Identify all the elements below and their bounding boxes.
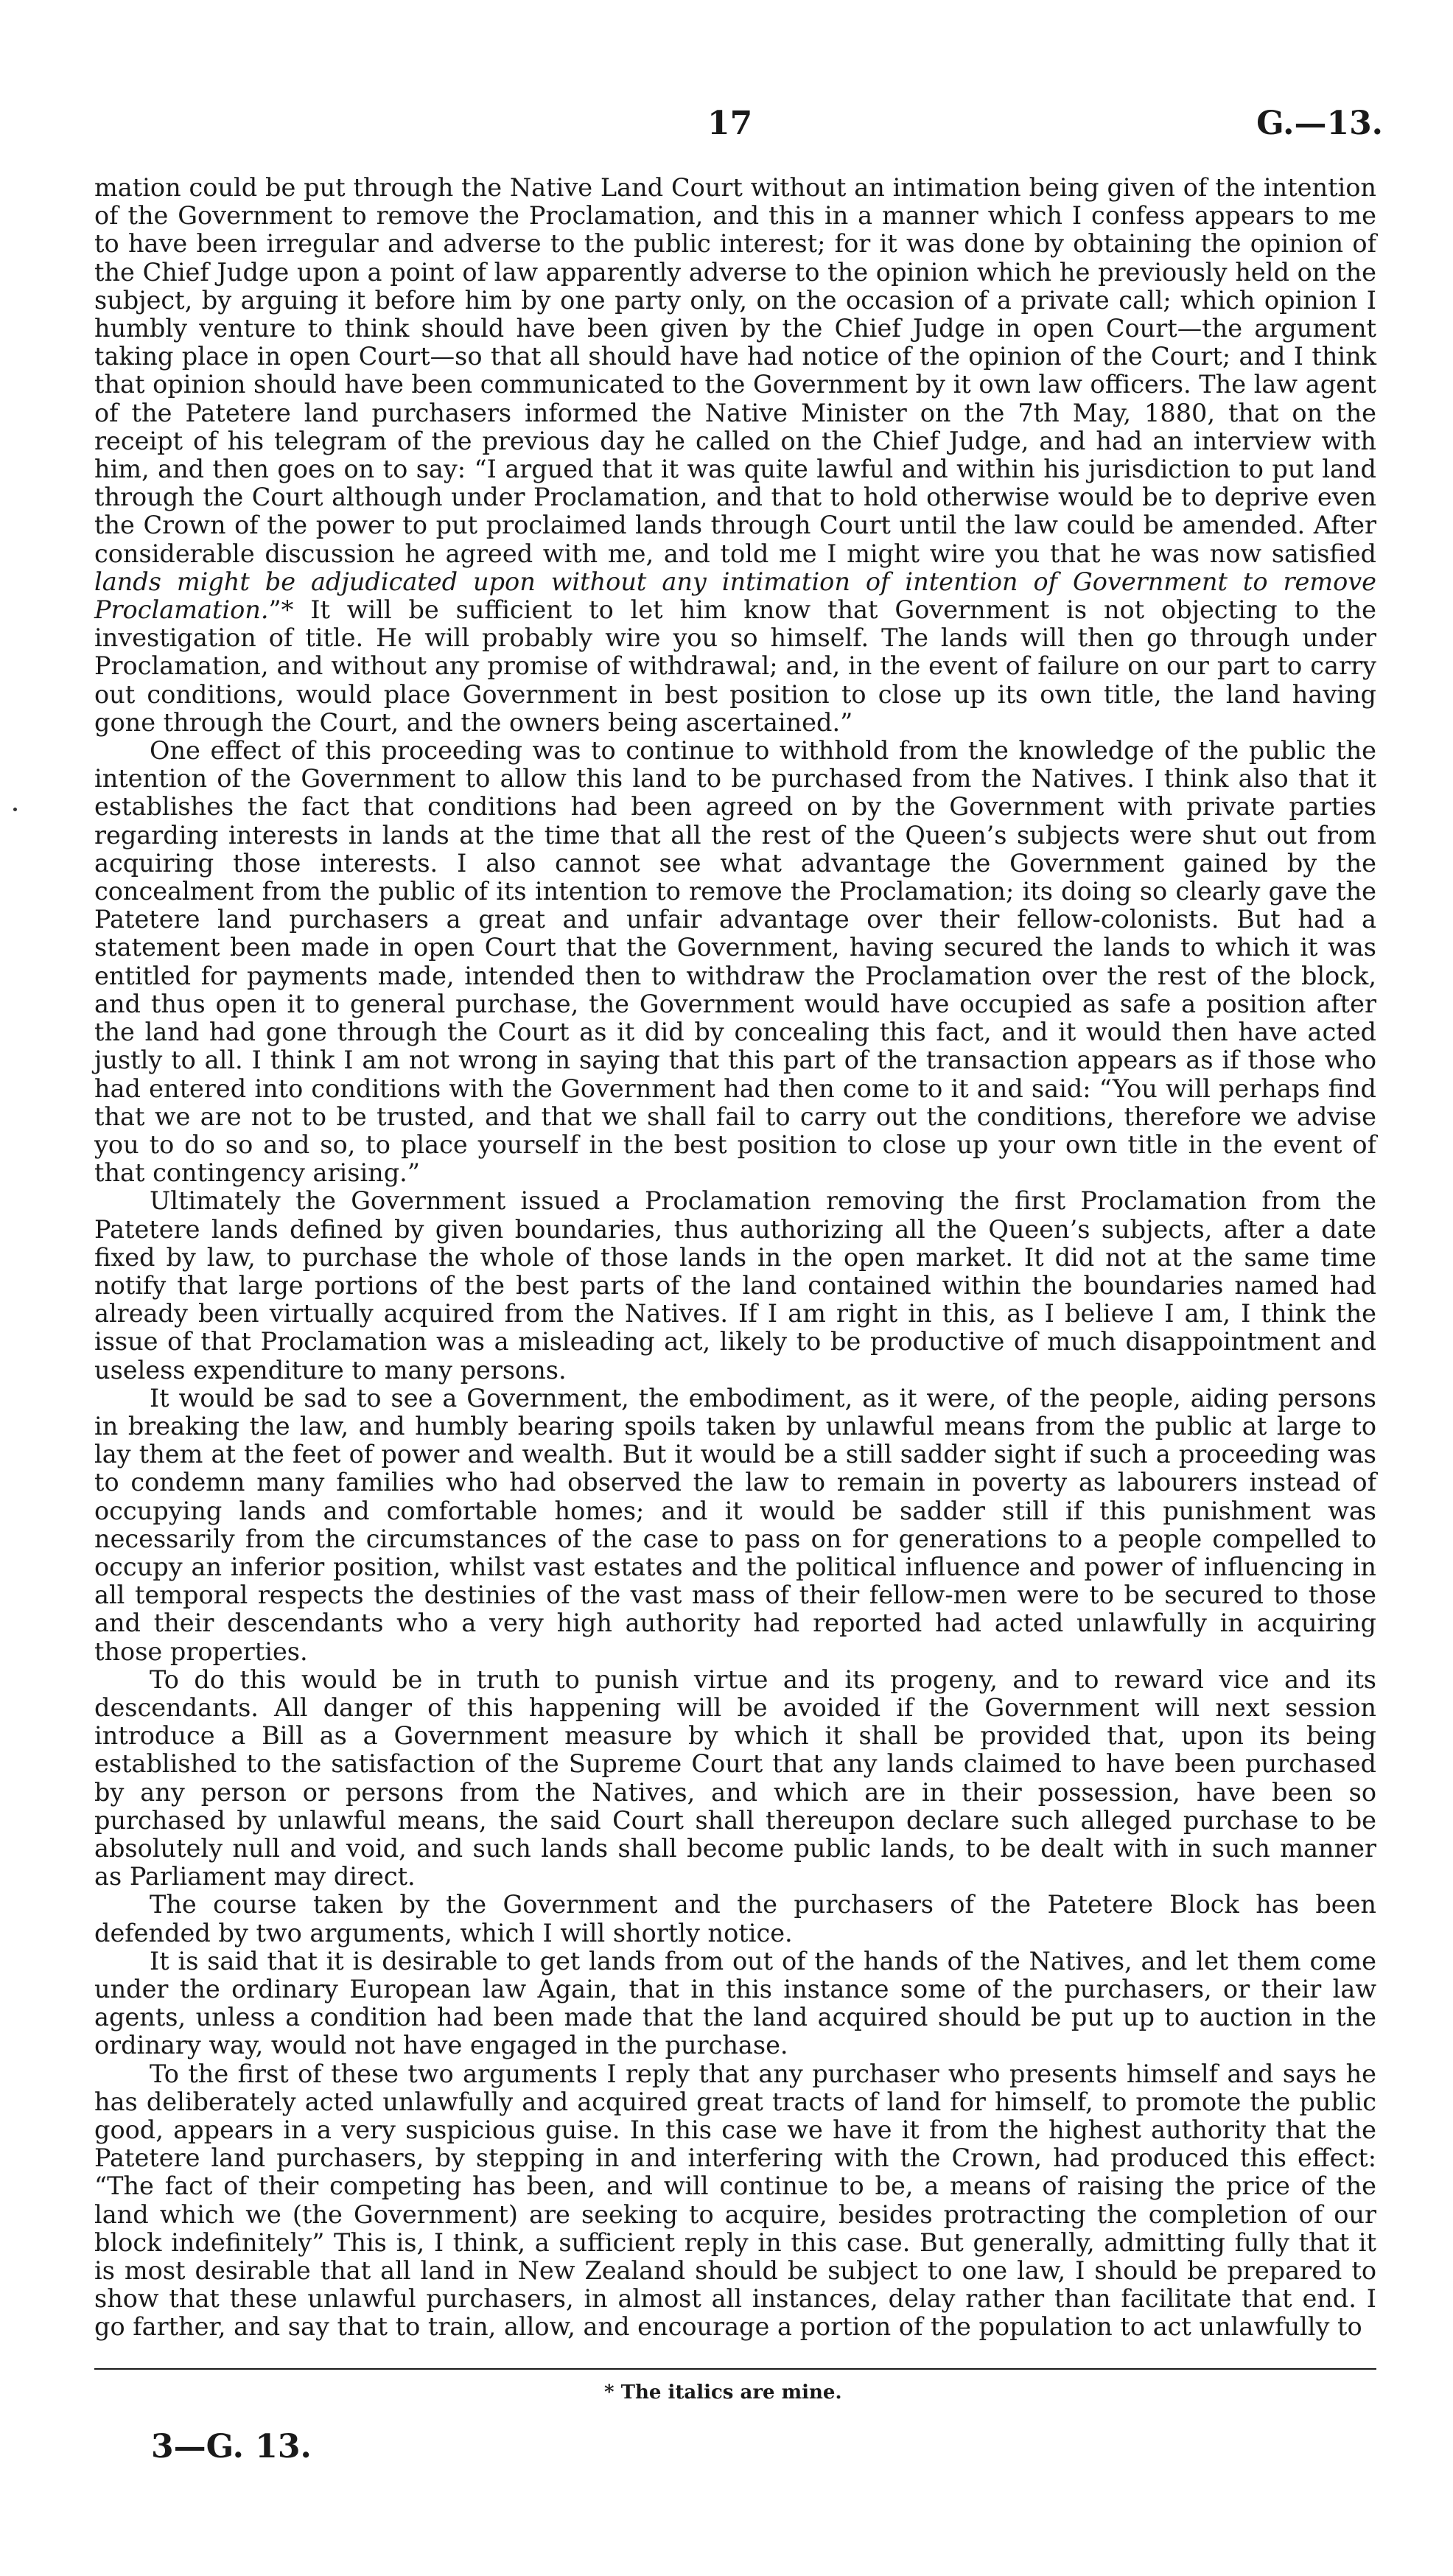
paragraph-text: It would be sad to see a Government, the embodiment, as it were, of the people, aiding persons in breaking the law, and humbly bearing spoils taken by unlawful means from the public at large to lay them at the feet of power and wealth. But it would be a still sadder sight if such a proceeding was to condemn many families who had observed the law to remain in poverty as labourers instead of occupying lands and comfortable homes; and it would be sadder still if this punishment was necessarily from the circumstances of the case to pass on for generations to a people compelled to occupy an inferior position, whilst vast estates and the political influence and power of influencing in all temporal respects the destinies of the vast mass of their fellow-men were to be secured to those and their descendants who a very high authority had reported had acted unlawfully in acquiring those properties. [94,1383,1376,1666]
italic-quote: lands might be adjudicated upon without any intimation of intention of Government to remove Proclamation. [94,567,1376,625]
footnote: * The italics are mine. [604,2381,842,2404]
paragraph-text: It is said that it is desirable to get lands from out of the hands of the Natives, and let them come under the ordinary European law Again, that in this instance some of the purchasers, or their law agents, unless a condition had been made that the land acquired should be put up to auction in the ordinary way, would not have engaged in the purchase. [94,1946,1376,2060]
body-text [94,174,1376,2342]
document-code: G.—13. [1256,105,1383,142]
paragraph-text: The course taken by the Government and the purchasers of the Patetere Block has been defended by two arguments, which I will shortly notice. [94,1890,1376,1947]
paragraph-text: mation could be put through the Native Land Court without an intimation being given of the intention of the Government to remove the Proclamation, and this in a manner which I confess appears to me to have been irregular and adverse to the public interest; for it was done by obtaining the opinion of the Chief Judge upon a point of law apparently adverse to the opinion which he previously held on the subject, by arguing it before him by one party only, on the occasion of a private call; which opinion I humbly venture to think should have been given by the Chief Judge in open Court—the argument taking place in open Court—so that all should have had notice of the opinion of the Court; and I think that opinion should have been communicated to the Government by it own law officers. The law agent of the Patetere land purchasers informed the Native Minister on the 7th May, 1880, that on the receipt of his telegram of the previous day he called on the Chief Judge, and had an interview with him, and then goes on to say: “I argued that it was quite lawful and within his jurisdiction to put land through the Court although under Proclamation, and that to hold otherwise would be to deprive even the Crown of the power to put proclaimed lands through Court until the law could be amended. After considerable discussion he agreed with me, and told me I might wire you that he was now satisfied [94,173,1376,568]
paragraph-text: Ultimately the Government issued a Proclamation removing the first Proclamation from the Patetere lands defined by given boundaries, thus authorizing all the Queen’s subjects, after a date fixed by law, to purchase the whole of those lands in the open market. It did not at the same time notify that large portions of the best parts of the land contained within the boundaries named had already been virtually acquired from the Natives. If I am right in this, as I believe I am, I think the issue of that Proclamation was a misleading act, likely to be productive of much disappointment and useless expenditure to many persons. [94,1186,1376,1385]
page-number: 17 [707,105,753,142]
margin-mark [13,808,17,811]
paragraph [94,737,1376,1187]
paragraph [94,2060,1376,2342]
paragraph [94,174,1376,737]
paragraph-text: ”* It will be sufficient to let him know that Government is not objecting to the investigation of title. He will probably wire you so himself. The lands will then go through under Proclamation, and without any promise of withdrawal; and, in the event of failure on our part to carry out conditions, would place Government in best position to close up its own title, the land having gone through the Court, and the owners being ascertained.” [94,595,1376,737]
footnote-rule [94,2368,1376,2370]
paragraph [94,1385,1376,1666]
signature-mark: 3—G. 13. [151,2428,312,2465]
paragraph [94,1891,1376,1947]
paragraph [94,1666,1376,1891]
paragraph [94,1947,1376,2060]
paragraph-text: One effect of this proceeding was to continue to withhold from the knowledge of the public the intention of the Government to allow this land to be purchased from the Natives. I think also that it establishes the fact that conditions had been agreed on by the Government with private parties regarding interests in lands at the time that all the rest of the Queen’s subjects were shut out from acquiring those interests. I also cannot see what advantage the Government gained by the concealment from the public of its intention to remove the Proclamation; its doing so clearly gave the Patetere land purchasers a great and unfair advantage over their fellow-colonists. But had a statement been made in open Court that the Government, having secured the lands to which it was entitled for payments made, intended then to withdraw the Proclamation over the rest of the block, and thus open it to general purchase, the Government would have occupied as safe a position after the land had gone through the Court as it did by concealing this fact, and it would then have acted justly to all. I think I am not wrong in saying that this part of the transaction appears as if those who had entered into conditions with the Government had then come to it and said: “You will perhaps find that we are not to be trusted, and that we shall fail to carry out the conditions, therefore we advise you to do so and so, to place yourself in the best position to close up your own title in the event of that contingency arising.” [94,736,1376,1188]
paragraph-text: To do this would be in truth to punish virtue and its progeny, and to reward vice and its descendants. All danger of this happening will be avoided if the Government will next session introduce a Bill as a Government measure by which it shall be provided that, upon its being established to the satisfaction of the Supreme Court that any lands claimed to have been purchased by any person or persons from the Natives, and which are in their possession, have been so purchased by unlawful means, the said Court shall thereupon declare such alleged purchase to be absolutely null and void, and such lands shall become public lands, to be dealt with in such manner as Parliament may direct. [94,1665,1376,1891]
paragraph [94,1187,1376,1384]
paragraph-text: To the first of these two arguments I reply that any purchaser who presents himself and says he has deliberately acted unlawfully and acquired great tracts of land for himself, to promote the public good, appears in a very suspicious guise. In this case we have it from the highest authority that the Patetere land purchasers, by stepping in and interfering with the Crown, had produced this effect: “The fact of their competing has been, and will continue to be, a means of raising the price of the land which we (the Government) are seeking to acquire, besides protracting the completion of our block indefinitely” This is, I think, a sufficient reply in this case. But generally, admitting fully that it is most desirable that all land in New Zealand should be subject to one law, I should be prepared to show that these unlawful purchasers, in almost all instances, delay rather than facilitate that end. I go farther, and say that to train, allow, and encourage a portion of the population to act unlawfully to [94,2059,1376,2342]
